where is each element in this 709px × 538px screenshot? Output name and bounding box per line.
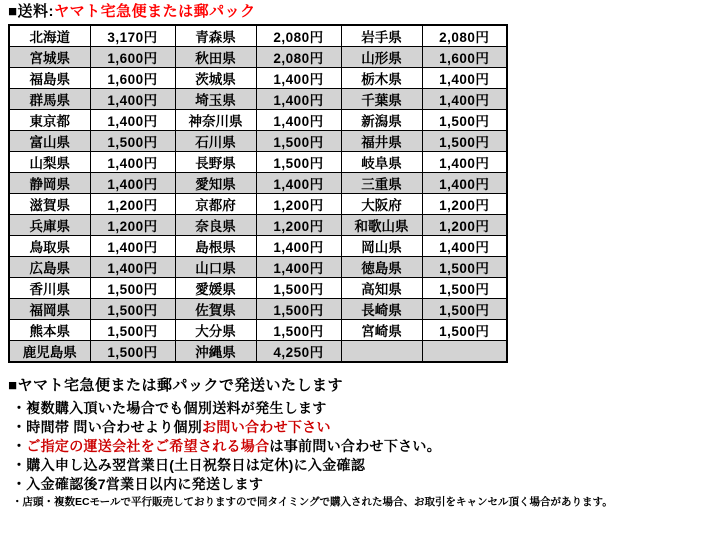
prefecture-cell: 栃木県 xyxy=(341,68,422,89)
note-text-red: お問い合わせ下さい xyxy=(202,419,331,435)
note-line xyxy=(8,399,709,418)
note-text: は事前問い合わせ下さい。 xyxy=(269,438,442,454)
table-row xyxy=(9,215,507,236)
note-line xyxy=(8,475,709,494)
prefecture-cell: 石川県 xyxy=(175,131,256,152)
price-cell: 1,500円 xyxy=(422,257,507,278)
price-cell: 1,500円 xyxy=(256,320,341,341)
note-line xyxy=(8,456,709,475)
note-text: ・入金確認後7営業日以内に発送します xyxy=(12,476,264,492)
prefecture-cell: 東京都 xyxy=(9,110,90,131)
price-cell: 3,170円 xyxy=(90,25,175,47)
prefecture-cell: 大分県 xyxy=(175,320,256,341)
price-cell: 1,200円 xyxy=(422,194,507,215)
price-cell: 1,400円 xyxy=(90,152,175,173)
price-cell: 1,400円 xyxy=(422,68,507,89)
price-cell: 1,600円 xyxy=(90,47,175,68)
price-cell: 1,400円 xyxy=(90,236,175,257)
notes-list xyxy=(8,399,709,511)
table-row xyxy=(9,236,507,257)
table-row xyxy=(9,320,507,341)
prefecture-cell: 長野県 xyxy=(175,152,256,173)
prefecture-cell: 岩手県 xyxy=(341,25,422,47)
price-cell: 1,400円 xyxy=(256,257,341,278)
prefecture-cell: 埼玉県 xyxy=(175,89,256,110)
table-row xyxy=(9,194,507,215)
prefecture-cell: 神奈川県 xyxy=(175,110,256,131)
table-row xyxy=(9,68,507,89)
price-cell: 1,500円 xyxy=(90,299,175,320)
prefecture-cell: 和歌山県 xyxy=(341,215,422,236)
price-cell: 2,080円 xyxy=(422,25,507,47)
price-cell: 1,400円 xyxy=(256,110,341,131)
prefecture-cell xyxy=(341,341,422,363)
price-cell: 1,500円 xyxy=(90,131,175,152)
prefecture-cell: 鳥取県 xyxy=(9,236,90,257)
price-cell: 1,400円 xyxy=(422,152,507,173)
price-cell: 1,500円 xyxy=(422,110,507,131)
price-cell: 1,200円 xyxy=(422,215,507,236)
page-title xyxy=(8,3,709,21)
price-cell: 1,400円 xyxy=(90,89,175,110)
note-text: ・購入申し込み翌営業日(土日祝祭日は定休)に入金確認 xyxy=(12,457,366,473)
title-highlight: ヤマト宅急便または郵パック xyxy=(54,3,256,20)
price-cell: 1,500円 xyxy=(422,131,507,152)
price-cell: 1,200円 xyxy=(90,194,175,215)
prefecture-cell: 香川県 xyxy=(9,278,90,299)
prefecture-cell: 福井県 xyxy=(341,131,422,152)
table-row xyxy=(9,131,507,152)
shipping-fee-table-body xyxy=(9,25,507,362)
prefecture-cell: 静岡県 xyxy=(9,173,90,194)
prefecture-cell: 北海道 xyxy=(9,25,90,47)
note-text: ・時間帯 問い合わせより個別 xyxy=(12,419,203,435)
price-cell: 1,400円 xyxy=(422,173,507,194)
prefecture-cell: 秋田県 xyxy=(175,47,256,68)
notes-section xyxy=(8,376,709,511)
prefecture-cell: 三重県 xyxy=(341,173,422,194)
price-cell: 1,500円 xyxy=(90,320,175,341)
price-cell: 1,500円 xyxy=(90,278,175,299)
prefecture-cell: 滋賀県 xyxy=(9,194,90,215)
prefecture-cell: 茨城県 xyxy=(175,68,256,89)
price-cell: 1,400円 xyxy=(90,257,175,278)
price-cell xyxy=(422,341,507,363)
price-cell: 1,500円 xyxy=(422,299,507,320)
price-cell: 1,400円 xyxy=(422,89,507,110)
price-cell: 2,080円 xyxy=(256,25,341,47)
price-cell: 1,500円 xyxy=(90,341,175,363)
prefecture-cell: 山口県 xyxy=(175,257,256,278)
table-row xyxy=(9,89,507,110)
prefecture-cell: 山梨県 xyxy=(9,152,90,173)
prefecture-cell: 富山県 xyxy=(9,131,90,152)
table-row xyxy=(9,257,507,278)
price-cell: 1,500円 xyxy=(256,152,341,173)
price-cell: 1,400円 xyxy=(90,110,175,131)
price-cell: 1,400円 xyxy=(256,68,341,89)
note-line xyxy=(8,494,709,511)
prefecture-cell: 宮崎県 xyxy=(341,320,422,341)
price-cell: 4,250円 xyxy=(256,341,341,363)
prefecture-cell: 新潟県 xyxy=(341,110,422,131)
table-row xyxy=(9,173,507,194)
price-cell: 1,400円 xyxy=(256,173,341,194)
table-row xyxy=(9,299,507,320)
table-row xyxy=(9,341,507,363)
prefecture-cell: 広島県 xyxy=(9,257,90,278)
price-cell: 1,500円 xyxy=(422,320,507,341)
prefecture-cell: 鹿児島県 xyxy=(9,341,90,363)
prefecture-cell: 徳島県 xyxy=(341,257,422,278)
price-cell: 1,200円 xyxy=(256,215,341,236)
prefecture-cell: 島根県 xyxy=(175,236,256,257)
prefecture-cell: 大阪府 xyxy=(341,194,422,215)
note-line xyxy=(8,437,709,456)
price-cell: 1,500円 xyxy=(422,278,507,299)
price-cell: 1,200円 xyxy=(256,194,341,215)
prefecture-cell: 佐賀県 xyxy=(175,299,256,320)
table-row xyxy=(9,278,507,299)
note-text-red: ご指定の運送会社をご希望される場合 xyxy=(26,438,270,454)
price-cell: 1,600円 xyxy=(422,47,507,68)
prefecture-cell: 京都府 xyxy=(175,194,256,215)
price-cell: 1,600円 xyxy=(90,68,175,89)
prefecture-cell: 千葉県 xyxy=(341,89,422,110)
price-cell: 1,200円 xyxy=(90,215,175,236)
prefecture-cell: 沖縄県 xyxy=(175,341,256,363)
prefecture-cell: 愛媛県 xyxy=(175,278,256,299)
note-line xyxy=(8,418,709,437)
price-cell: 1,400円 xyxy=(422,236,507,257)
price-cell: 1,500円 xyxy=(256,278,341,299)
prefecture-cell: 奈良県 xyxy=(175,215,256,236)
prefecture-cell: 福岡県 xyxy=(9,299,90,320)
price-cell: 1,500円 xyxy=(256,131,341,152)
price-cell: 1,400円 xyxy=(256,236,341,257)
notes-header: ■ヤマト宅急便または郵パックで発送いたします xyxy=(8,377,344,394)
shipping-fee-table xyxy=(8,24,508,363)
price-cell: 2,080円 xyxy=(256,47,341,68)
note-text: ・ xyxy=(12,438,27,454)
prefecture-cell: 青森県 xyxy=(175,25,256,47)
price-cell: 1,400円 xyxy=(256,89,341,110)
prefecture-cell: 山形県 xyxy=(341,47,422,68)
note-text: ・複数購入頂いた場合でも個別送料が発生します xyxy=(12,400,327,416)
price-cell: 1,500円 xyxy=(256,299,341,320)
prefecture-cell: 宮城県 xyxy=(9,47,90,68)
prefecture-cell: 岡山県 xyxy=(341,236,422,257)
note-text: ・店頭・複数ECモールで平行販売しておりますので同タイミングで購入された場合、お取引をキャンセル頂く場合があります。 xyxy=(12,496,613,508)
prefecture-cell: 長崎県 xyxy=(341,299,422,320)
prefecture-cell: 群馬県 xyxy=(9,89,90,110)
prefecture-cell: 熊本県 xyxy=(9,320,90,341)
table-row xyxy=(9,47,507,68)
prefecture-cell: 兵庫県 xyxy=(9,215,90,236)
prefecture-cell: 福島県 xyxy=(9,68,90,89)
prefecture-cell: 高知県 xyxy=(341,278,422,299)
prefecture-cell: 岐阜県 xyxy=(341,152,422,173)
table-row xyxy=(9,25,507,47)
prefecture-cell: 愛知県 xyxy=(175,173,256,194)
table-row xyxy=(9,152,507,173)
table-row xyxy=(9,110,507,131)
price-cell: 1,400円 xyxy=(90,173,175,194)
title-prefix: ■送料: xyxy=(8,3,55,20)
